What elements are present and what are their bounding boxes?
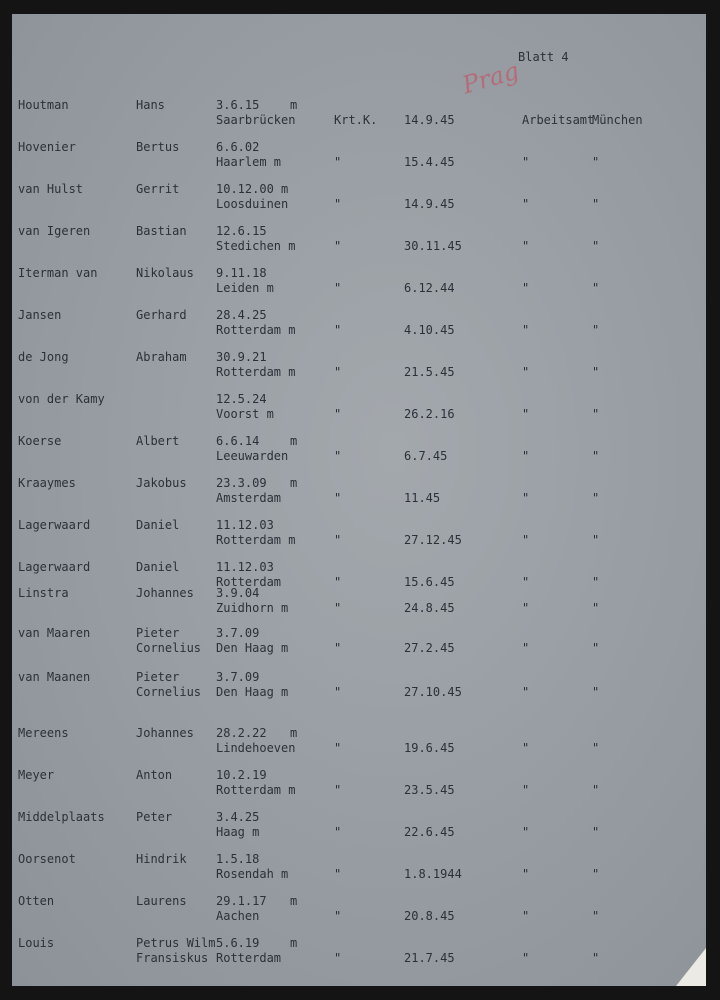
col4-cell: " [334,197,342,211]
surname-cell: von der Kamy [18,392,105,406]
surname-cell: Otten [18,894,55,908]
birthplace-cell: Rotterdam m [216,783,296,797]
col4-cell: " [334,323,342,337]
col6-cell: " [522,197,530,211]
surname-cell: Hovenier [18,140,76,154]
birthplace-cell: Zuidhorn m [216,601,289,615]
col6-cell: " [522,951,530,965]
col7-cell: München [592,113,643,127]
sex-cell: m [290,936,298,950]
col6-cell: Arbeitsamt [522,113,595,127]
col6-cell: " [522,491,530,505]
sex-cell: m [290,98,298,112]
surname-cell: van Maaren [18,626,91,640]
dob-cell: 3.4.25 [216,810,260,824]
col7-cell: " [592,197,600,211]
col4-cell: " [334,641,342,655]
surname-cell: Oorsenot [18,852,76,866]
dob-cell: 3.7.09 [216,626,260,640]
birthplace-cell: Den Haag m [216,641,289,655]
col6-cell: " [522,281,530,295]
surname-cell: van Maanen [18,670,91,684]
birthplace-cell: Rotterdam [216,575,282,589]
birthplace-cell: Voorst m [216,407,274,421]
firstname-cell: Johannes [136,586,194,600]
firstname-cell: Hans [136,98,165,112]
birthplace-cell: Rotterdam m [216,365,296,379]
col6-cell: " [522,155,530,169]
col4-cell: " [334,951,342,965]
firstname-cell: Pieter [136,626,180,640]
birthplace-cell: Den Haag m [216,685,289,699]
col6-cell: " [522,601,530,615]
birthplace-cell: Leeuwarden [216,449,289,463]
col7-cell: " [592,685,600,699]
sex-cell: m [290,894,298,908]
surname-cell: Lagerwaard [18,518,91,532]
firstname-cell: Anton [136,768,173,782]
date-cell: 19.6.45 [404,741,455,755]
col6-cell: " [522,867,530,881]
col7-cell: " [592,533,600,547]
surname-cell: van Hulst [18,182,84,196]
sex-cell: m [290,476,298,490]
col7-cell: " [592,641,600,655]
date-cell: 21.5.45 [404,365,455,379]
col7-cell: " [592,449,600,463]
col7-cell: " [592,407,600,421]
firstname-cell: Jakobus [136,476,187,490]
surname-cell: Kraaymes [18,476,76,490]
col4-cell: " [334,449,342,463]
firstname-cell: Abraham [136,350,187,364]
dob-cell: 12.6.15 [216,224,267,238]
col7-cell: " [592,155,600,169]
dob-cell: 3.6.15 [216,98,260,112]
date-cell: 27.12.45 [404,533,462,547]
col4-cell: " [334,281,342,295]
dob-cell: 29.1.17 [216,894,267,908]
surname-cell: van Igeren [18,224,91,238]
col4-cell: " [334,239,342,253]
col6-cell: " [522,533,530,547]
date-cell: 11.45 [404,491,441,505]
firstname-cell: Hindrik [136,852,187,866]
col6-cell: " [522,783,530,797]
birthplace-cell: Rosendah m [216,867,289,881]
col4-cell: " [334,685,342,699]
surname-cell: de Jong [18,350,69,364]
birthplace-cell: Rotterdam [216,951,282,965]
col4-cell: " [334,407,342,421]
surname-cell: Louis [18,936,55,950]
firstname-cell-line2: Cornelius [136,685,202,699]
date-cell: 14.9.45 [404,113,455,127]
surname-cell: Middelplaats [18,810,105,824]
surname-cell: Mereens [18,726,69,740]
firstname-cell: Laurens [136,894,187,908]
surname-cell: Jansen [18,308,62,322]
dob-cell: 9.11.18 [216,266,267,280]
birthplace-cell: Rotterdam m [216,533,296,547]
birthplace-cell: Haarlem m [216,155,282,169]
col6-cell: " [522,741,530,755]
dob-cell: 1.5.18 [216,852,260,866]
firstname-cell: Bastian [136,224,187,238]
col7-cell: " [592,323,600,337]
col7-cell: " [592,239,600,253]
surname-cell: Lagerwaard [18,560,91,574]
birthplace-cell: Saarbrücken [216,113,296,127]
col6-cell: " [522,909,530,923]
dob-cell: 28.4.25 [216,308,267,322]
firstname-cell: Bertus [136,140,180,154]
dob-cell: 11.12.03 [216,518,274,532]
date-cell: 21.7.45 [404,951,455,965]
col4-cell: " [334,533,342,547]
col6-cell: " [522,641,530,655]
sex-cell: m [290,726,298,740]
firstname-cell: Peter [136,810,173,824]
firstname-cell: Johannes [136,726,194,740]
date-cell: 27.2.45 [404,641,455,655]
firstname-cell: Daniel [136,560,180,574]
col6-cell: " [522,575,530,589]
dob-cell: 23.3.09 [216,476,267,490]
col7-cell: " [592,575,600,589]
col4-cell: Krt.K. [334,113,378,127]
handwritten-stamp: Prag [459,56,523,100]
col4-cell: " [334,575,342,589]
col7-cell: " [592,909,600,923]
col7-cell: " [592,951,600,965]
col4-cell: " [334,601,342,615]
col6-cell: " [522,685,530,699]
date-cell: 26.2.16 [404,407,455,421]
date-cell: 1.8.1944 [404,867,462,881]
col7-cell: " [592,281,600,295]
col6-cell: " [522,407,530,421]
dob-cell: 10.2.19 [216,768,267,782]
col7-cell: " [592,491,600,505]
birthplace-cell: Haag m [216,825,260,839]
birthplace-cell: Leiden m [216,281,274,295]
birthplace-cell: Loosduinen [216,197,289,211]
sex-cell: m [290,434,298,448]
date-cell: 23.5.45 [404,783,455,797]
date-cell: 30.11.45 [404,239,462,253]
firstname-cell: Gerrit [136,182,180,196]
col4-cell: " [334,741,342,755]
col7-cell: " [592,825,600,839]
date-cell: 4.10.45 [404,323,455,337]
birthplace-cell: Amsterdam [216,491,282,505]
date-cell: 22.6.45 [404,825,455,839]
dob-cell: 12.5.24 [216,392,267,406]
dob-cell: 11.12.03 [216,560,274,574]
dob-cell: 3.9.04 [216,586,260,600]
col6-cell: " [522,239,530,253]
dob-cell: 6.6.02 [216,140,260,154]
col4-cell: " [334,155,342,169]
birthplace-cell: Lindehoeven [216,741,296,755]
dob-cell: 10.12.00 m [216,182,289,196]
firstname-cell: Albert [136,434,180,448]
birthplace-cell: Stedichen m [216,239,296,253]
surname-cell: Koerse [18,434,62,448]
surname-cell: Meyer [18,768,55,782]
col7-cell: " [592,365,600,379]
sheet-label: Blatt 4 [518,50,569,64]
surname-cell: Houtman [18,98,69,112]
col6-cell: " [522,323,530,337]
date-cell: 6.7.45 [404,449,448,463]
firstname-cell: Pieter [136,670,180,684]
date-cell: 27.10.45 [404,685,462,699]
col6-cell: " [522,449,530,463]
dob-cell: 3.7.09 [216,670,260,684]
col6-cell: " [522,365,530,379]
date-cell: 24.8.45 [404,601,455,615]
date-cell: 14.9.45 [404,197,455,211]
col4-cell: " [334,825,342,839]
col7-cell: " [592,783,600,797]
birthplace-cell: Aachen [216,909,260,923]
col4-cell: " [334,783,342,797]
firstname-cell: Petrus Wilm [136,936,216,950]
surname-cell: Linstra [18,586,69,600]
date-cell: 20.8.45 [404,909,455,923]
dob-cell: 30.9.21 [216,350,267,364]
col4-cell: " [334,867,342,881]
firstname-cell-line2: Fransiskus [136,951,209,965]
dob-cell: 5.6.19 [216,936,260,950]
firstname-cell-line2: Cornelius [136,641,202,655]
folded-corner [676,948,706,986]
surname-cell: Iterman van [18,266,98,280]
col7-cell: " [592,867,600,881]
col7-cell: " [592,601,600,615]
date-cell: 15.6.45 [404,575,455,589]
date-cell: 6.12.44 [404,281,455,295]
col4-cell: " [334,365,342,379]
col7-cell: " [592,741,600,755]
dob-cell: 6.6.14 [216,434,260,448]
col4-cell: " [334,909,342,923]
document-page [12,14,706,986]
col4-cell: " [334,491,342,505]
col6-cell: " [522,825,530,839]
birthplace-cell: Rotterdam m [216,323,296,337]
firstname-cell: Daniel [136,518,180,532]
firstname-cell: Nikolaus [136,266,194,280]
firstname-cell: Gerhard [136,308,187,322]
date-cell: 15.4.45 [404,155,455,169]
dob-cell: 28.2.22 [216,726,267,740]
